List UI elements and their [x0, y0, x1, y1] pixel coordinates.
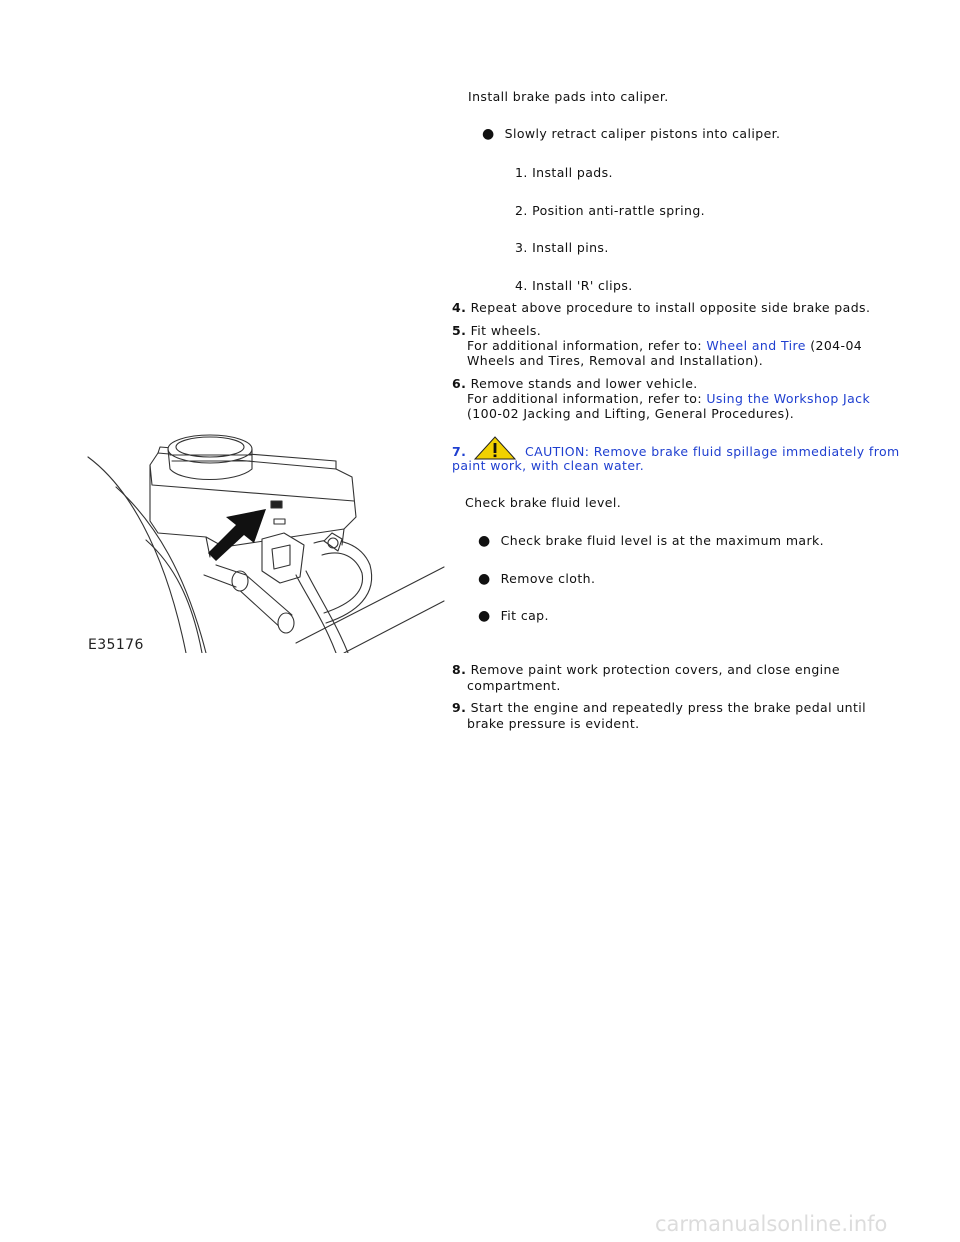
step-number: 9.: [452, 700, 467, 715]
step-8: [452, 662, 840, 677]
bullet-icon: ●: [478, 533, 491, 549]
install-pads-step-3: 3. Install pins.: [515, 240, 609, 255]
step-6-reference: [467, 391, 870, 406]
brake-fluid-reservoir-illustration: [86, 425, 446, 653]
step-number: 7.: [452, 444, 467, 459]
site-watermark: carmanualsonline.info: [655, 1212, 888, 1236]
check-fluid-bullet-1: [478, 533, 824, 549]
step-text: Remove stands and lower vehicle.: [470, 376, 698, 391]
step-number: 4.: [452, 300, 467, 315]
install-pads-step-4: 4. Install 'R' clips.: [515, 278, 633, 293]
check-fluid-bullet-2: [478, 571, 595, 587]
step-number: 6.: [452, 376, 467, 391]
figure-label: E35176: [88, 637, 144, 653]
step-8-line2: compartment.: [467, 678, 561, 693]
install-pads-step-1: 1. Install pads.: [515, 165, 613, 180]
step-text: Fit wheels.: [470, 323, 542, 338]
caution-text: CAUTION: Remove brake fluid spillage immediately from: [525, 444, 900, 459]
bullet-text: Fit cap.: [500, 608, 549, 623]
step-5: [452, 323, 541, 338]
step-9: [452, 700, 866, 715]
step-5-reference: [467, 338, 862, 353]
step-6-reference-line2: (100-02 Jacking and Lifting, General Procedures).: [467, 406, 795, 421]
reference-prefix: For additional information, refer to:: [467, 338, 702, 353]
step-5-reference-line2: Wheels and Tires, Removal and Installation).: [467, 353, 764, 368]
bullet-icon: ●: [478, 571, 491, 587]
bullet-text: Check brake fluid level is at the maximum mark.: [500, 533, 825, 548]
step-number: 8.: [452, 662, 467, 677]
check-fluid-heading: Check brake fluid level.: [465, 495, 622, 510]
step-text: Remove paint work protection covers, and close engine: [470, 662, 840, 677]
reference-suffix: (204-04: [810, 338, 863, 353]
step-number: 5.: [452, 323, 467, 338]
bullet-text: Remove cloth.: [500, 571, 596, 586]
bullet-icon: ●: [482, 126, 495, 142]
check-fluid-bullet-3: [478, 608, 549, 624]
wheel-and-tire-link[interactable]: Wheel and Tire: [706, 338, 806, 353]
step-text: Repeat above procedure to install opposite side brake pads.: [470, 300, 871, 315]
install-pads-step-2: 2. Position anti-rattle spring.: [515, 203, 706, 218]
step-4: [452, 300, 870, 315]
caution-triangle-icon: [473, 436, 517, 460]
install-pads-heading: Install brake pads into caliper.: [468, 89, 669, 104]
step-7-caution: [452, 436, 900, 460]
bullet-icon: ●: [478, 608, 491, 624]
install-pads-bullet: [482, 126, 780, 142]
using-workshop-jack-link[interactable]: Using the Workshop Jack: [706, 391, 871, 406]
step-6: [452, 376, 698, 391]
step-9-line2: brake pressure is evident.: [467, 716, 640, 731]
install-pads-bullet-text: Slowly retract caliper pistons into caliper.: [504, 126, 781, 141]
caution-text-line2: paint work, with clean water.: [452, 458, 645, 473]
reference-prefix: For additional information, refer to:: [467, 391, 702, 406]
step-text: Start the engine and repeatedly press the brake pedal until: [470, 700, 867, 715]
